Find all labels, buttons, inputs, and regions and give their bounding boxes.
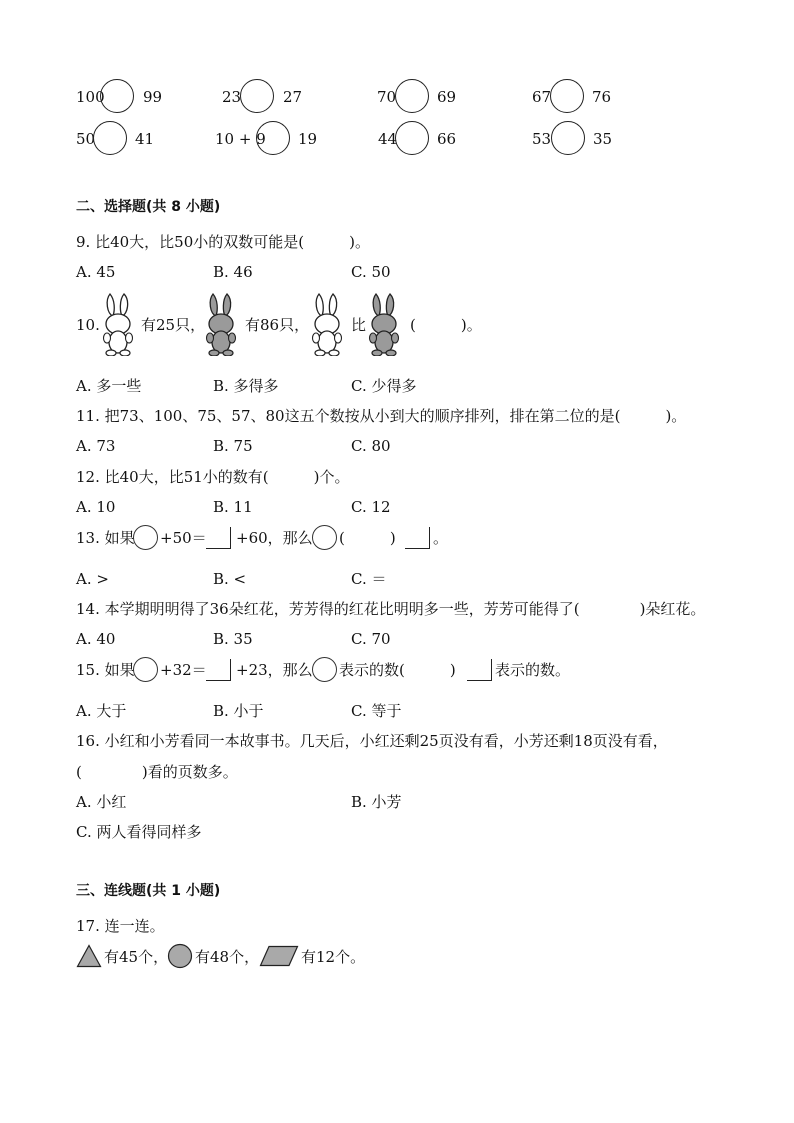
compare-right: 35 xyxy=(593,130,613,148)
option-b[interactable]: B. 小芳 xyxy=(351,793,402,811)
compare-left: 50 xyxy=(76,130,96,148)
compare-right: 69 xyxy=(437,88,457,106)
option-c[interactable]: C. 少得多 xyxy=(351,377,417,395)
compare-right: 76 xyxy=(592,88,612,106)
answer-circle[interactable] xyxy=(240,79,274,113)
question-text: ( )。 xyxy=(410,316,482,334)
compare-right: 41 xyxy=(135,130,155,148)
square-symbol xyxy=(405,527,430,549)
option-b[interactable]: B. 75 xyxy=(213,437,253,455)
question-text: 有48个， xyxy=(195,948,260,966)
question-stem: 16. 小红和小芳看同一本故事书。几天后，小红还剩25页没有看，小芳还剩18页没有看， xyxy=(76,732,668,750)
compare-right: 66 xyxy=(437,130,457,148)
compare-left: 67 xyxy=(532,88,552,106)
option-c[interactable]: C. 两人看得同样多 xyxy=(76,823,202,841)
question-text: 表示的数。 xyxy=(495,661,571,679)
question-text: ( ) xyxy=(339,529,396,547)
compare-left: 100 xyxy=(76,88,105,106)
compare-left: 70 xyxy=(377,88,397,106)
compare-left: 23 xyxy=(222,88,242,106)
question-number: 10. xyxy=(76,316,100,334)
compare-left: 44 xyxy=(378,130,398,148)
compare-left: 10 + 9 xyxy=(215,130,266,148)
option-a[interactable]: A. 40 xyxy=(76,630,116,648)
question-text: +32＝ xyxy=(160,661,207,679)
question-stem: 12. 比40大，比51小的数有( )个。 xyxy=(76,468,350,486)
option-a[interactable]: A. 多一些 xyxy=(76,377,142,395)
question-text: +60，那么 xyxy=(236,529,313,547)
option-a[interactable]: A. 45 xyxy=(76,263,116,281)
compare-right: 27 xyxy=(283,88,303,106)
option-c[interactable]: C. 等于 xyxy=(351,702,402,720)
question-text: 表示的数( ) xyxy=(339,661,456,679)
option-a[interactable]: A. 73 xyxy=(76,437,116,455)
square-symbol xyxy=(467,659,492,681)
parallelogram-icon xyxy=(259,945,299,967)
compare-right: 99 xyxy=(143,88,163,106)
answer-circle[interactable] xyxy=(551,121,585,155)
question-text: 有45个， xyxy=(104,948,169,966)
question-stem: ( )看的页数多。 xyxy=(76,763,238,781)
option-a[interactable]: A. 10 xyxy=(76,498,116,516)
white-rabbit-icon xyxy=(309,292,345,356)
option-b[interactable]: B. 多得多 xyxy=(213,377,279,395)
white-rabbit-icon xyxy=(100,292,136,356)
option-c[interactable]: C. 80 xyxy=(351,437,391,455)
answer-circle[interactable] xyxy=(93,121,127,155)
option-b[interactable]: B. 小于 xyxy=(213,702,264,720)
triangle-icon xyxy=(76,944,102,968)
question-text: 比 xyxy=(351,316,367,334)
option-a[interactable]: A. 大于 xyxy=(76,702,127,720)
circle-symbol xyxy=(312,525,337,550)
answer-circle[interactable] xyxy=(395,121,429,155)
option-b[interactable]: B. 46 xyxy=(213,263,253,281)
answer-circle[interactable] xyxy=(550,79,584,113)
option-a[interactable]: A. > xyxy=(76,570,109,588)
compare-left: 53 xyxy=(532,130,552,148)
circle-symbol xyxy=(312,657,337,682)
section-title: 三、连线题(共 1 小题) xyxy=(76,883,221,899)
question-text: 15. 如果 xyxy=(76,661,135,679)
answer-circle[interactable] xyxy=(100,79,134,113)
answer-circle[interactable] xyxy=(395,79,429,113)
question-text: +50＝ xyxy=(160,529,207,547)
question-text: +23，那么 xyxy=(236,661,313,679)
circle-symbol xyxy=(133,657,158,682)
question-stem: 14. 本学期明明得了36朵红花，芳芳得的红花比明明多一些，芳芳可能得了( )朵红花。 xyxy=(76,600,706,618)
question-stem: 11. 把73、100、75、57、80这五个数按从小到大的顺序排列，排在第二位的是( )。 xyxy=(76,407,687,425)
option-b[interactable]: B. 35 xyxy=(213,630,253,648)
option-c[interactable]: C. ＝ xyxy=(351,570,387,588)
square-symbol xyxy=(206,659,231,681)
question-text: 有25只， xyxy=(141,316,206,334)
option-c[interactable]: C. 12 xyxy=(351,498,391,516)
circle-shape-icon xyxy=(167,943,193,969)
question-stem: 9. 比40大，比50小的双数可能是( )。 xyxy=(76,233,370,251)
option-b[interactable]: B. < xyxy=(213,570,247,588)
square-symbol xyxy=(206,527,231,549)
gray-rabbit-icon xyxy=(203,292,239,356)
question-text: 有12个。 xyxy=(301,948,366,966)
answer-circle[interactable] xyxy=(256,121,290,155)
option-b[interactable]: B. 11 xyxy=(213,498,253,516)
question-text: 13. 如果 xyxy=(76,529,135,547)
gray-rabbit-icon xyxy=(366,292,402,356)
circle-symbol xyxy=(133,525,158,550)
question-stem: 17. 连一连。 xyxy=(76,917,165,935)
section-title: 二、选择题(共 8 小题) xyxy=(76,199,221,215)
option-c[interactable]: C. 70 xyxy=(351,630,391,648)
option-c[interactable]: C. 50 xyxy=(351,263,391,281)
option-a[interactable]: A. 小红 xyxy=(76,793,127,811)
question-text: 。 xyxy=(433,529,449,547)
question-text: 有86只， xyxy=(245,316,310,334)
compare-right: 19 xyxy=(298,130,318,148)
